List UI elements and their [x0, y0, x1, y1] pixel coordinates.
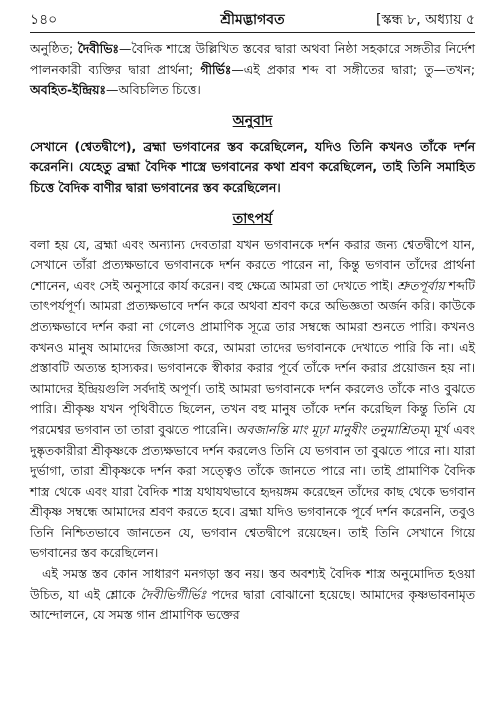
purport-text: এই সমস্ত স্তব কোন সাধারণ মনগড়া স্তব নয়। স্তব অবশ্যই বৈদিক শাস্ত্র অনুমোদিত হওয়া উচিত, যা এই শ্লোকে — [30, 566, 475, 602]
translation-text: সেখানে (শ্বেতদ্বীপে), ব্রহ্মা ভগবানের স্তব করেছিলেন, যদিও তিনি কখনও তাঁকে দর্শন করেননি। যেহেতু ব্রহ্মা বৈদিক শাস্ত্রে ভগবানের কথা শ্রবণ করেছিলেন, তাই তিনি সমাহিত চিত্তে বৈদিক বাণীর দ্বারা ভগবানের স্তব করেছিলেন। — [30, 138, 475, 195]
purport-italic: শ্রুতপূর্বায় — [397, 277, 445, 293]
page-number: ১৪০ — [30, 12, 58, 28]
synonyms-paragraph — [30, 39, 475, 101]
translation-heading: অনুবাদ — [232, 112, 273, 129]
book-title: শ্রীমদ্ভাগবত — [220, 12, 285, 28]
purport-text: । মূর্খ এবং দুষ্কৃতকারীরা শ্রীকৃষ্ণকে প্রত্যক্ষভাবে দর্শন করলেও তিনি যে ভগবান তা বুঝতে পারে না। যারা দুর্ভাগা, তারা শ্রীকৃষ্ণকে দর্শন করা সত্ত্বেও তাঁকে জানতে পারে না। তাই প্রামাণিক বৈদিক শাস্ত্র থেকে এবং যারা বৈদিক শাস্ত্র যথাযথভাবে হৃদয়ঙ্গম করেছেন তাঁদের কাছ থেকে ভগবান শ্রীকৃষ্ণ সম্বন্ধে আমাদের শ্রবণ করতে হবে। ব্রহ্মা যদিও ভগবানকে পূর্বে দর্শন করেননি, তবুও তিনি নিশ্চিতভাবে জানতেন যে, ভগবান শ্বেতদ্বীপে রয়েছেন। তাই তিনি সেখানে গিয়ে ভগবানের স্তব করেছিলেন। — [30, 421, 475, 561]
purport-italic: অবজানন্তি মাং মূঢ়া মানুষীং তনুমাশ্রিতম্‌ — [235, 421, 426, 437]
page-header — [30, 8, 475, 30]
purport-italic: দৈবীভির্গীর্ভিঃ — [140, 586, 207, 602]
purport-paragraph — [30, 564, 475, 626]
synonym-text: —বৈদিক শাস্ত্রে উল্লিখিত স্তবের দ্বারা অথবা নিষ্ঠা সহকারে সঙ্গতীর নির্দেশ পালনকারী ব্যক্তির দ্বারা প্রার্থনা; — [30, 41, 475, 77]
synonym-text: —অবিচলিত চিত্তে। — [106, 82, 201, 98]
purport-text: বলা হয় যে, ব্রহ্মা এবং অন্যান্য দেবতারা যখন ভগবানকে দর্শন করার জন্য শ্বেতদ্বীপে যান, সেখানে তাঁরা প্রত্যক্ষভাবে ভগবানকে দর্শন করতে পারেন না, কিন্তু ভগবান তাঁদের প্রার্থনা শোনেন, এবং সেই অনুসারে কার্য করেন। বহু ক্ষেত্রে আমরা তা দেখতে পাই। — [30, 236, 475, 293]
synonym-term: গীর্ভিঃ — [200, 61, 232, 77]
purport-heading: তাৎপর্য — [232, 210, 273, 227]
purport-text: পদের দ্বারা বোঝানো হয়েছে। আমাদের কৃষ্ণভাবনামৃত আন্দোলনে, যে সমস্ত গান প্রামাণিক ভক্তের — [30, 586, 475, 623]
purport-body — [30, 235, 475, 626]
synonym-term: অবহিত-ইন্দ্রিয়ঃ — [30, 82, 107, 98]
purport-paragraph — [30, 235, 475, 565]
synonym-text: অনুষ্ঠিত; — [30, 41, 78, 56]
chapter-reference: [স্কন্ধ ৮, অধ্যায় ৫ — [376, 12, 475, 28]
synonym-text: —এই প্রকার শব্দ বা সঙ্গীতের দ্বারা; তু—তখন; — [231, 61, 475, 77]
synonym-term: দৈবীভিঃ — [77, 41, 120, 56]
purport-text: শব্দটি তাৎপর্যপূর্ণ। আমরা প্রত্যক্ষভাবে দর্শন করে অথবা শ্রবণ করে অভিজ্ঞতা অর্জন করি। কাউকে প্রত্যক্ষভাবে দর্শন করা না গেলেও প্রামাণিক সূত্রে তার সম্বন্ধে আমরা শুনতে পারি। কখনও কখনও মানুষ আমাদের জিজ্ঞাসা করে, আমরা তাদের ভগবানকে দেখাতে পারি কি না। এই প্রস্তাবটি অত্যন্ত হাস্যকর। ভগবানকে স্বীকার করার পূর্বে তাঁকে দর্শন করার প্রয়োজন হয় না। আমাদের ইন্দ্রিয়গুলি সর্বদাই অপূর্ণ। তাই আমরা ভগবানকে দর্শন করলেও তাঁকে নাও বুঝতে পারি। শ্রীকৃষ্ণ যখন পৃথিবীতে ছিলেন, তখন বহু মানুষ তাঁকে দর্শন করেছিল কিন্তু তিনি যে পরমেশ্বর ভগবান তা তারা বুঝতে পারেনি। — [30, 277, 475, 437]
header-divider — [30, 32, 475, 33]
